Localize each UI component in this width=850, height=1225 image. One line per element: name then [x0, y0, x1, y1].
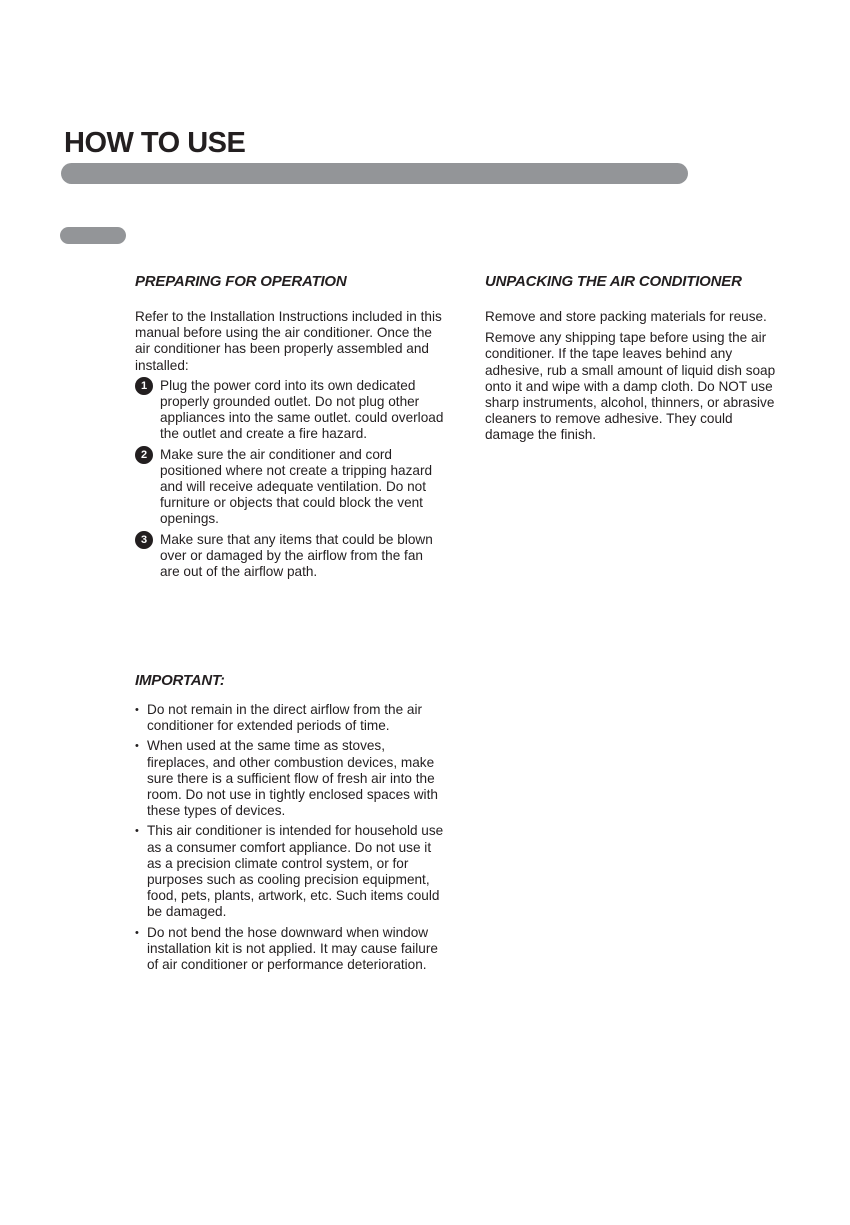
section-tab-pill — [60, 227, 126, 244]
unpacking-heading: UNPACKING THE AIR CONDITIONER — [485, 273, 742, 290]
important-bullet-4: • Do not bend the hose downward when window installation kit is not applied. It may cause failure of air conditioner or performance deterioration. — [135, 925, 445, 974]
preparing-intro: Refer to the Installation Instructions included in this manual before using the air conditioner. Once the air conditioner has been properly assembled and installed: — [135, 309, 442, 373]
important-list — [135, 702, 445, 973]
step-number-badge: 2 — [135, 446, 153, 464]
preparing-section — [135, 272, 445, 584]
step-number-badge: 1 — [135, 377, 153, 395]
title-divider-bar — [61, 163, 688, 184]
step-item-3 — [135, 532, 445, 581]
page-title: HOW TO USE — [64, 127, 246, 159]
preparing-heading: PREPARING FOR OPERATION — [135, 273, 347, 290]
unpacking-paragraph-1: Remove and store packing materials for reuse. — [485, 309, 767, 324]
important-bullet-2: • When used at the same time as stoves, fireplaces, and other combustion devices, make sure there is a sufficient flow of fresh air into the room. Do not use in tightly enclosed spaces with these types of devices. — [135, 738, 445, 819]
important-bullet-3: • This air conditioner is intended for household use as a consumer comfort appliance. Do not use it as a precision climate control system, or for purposes such as cooling precision equipment, food, pets, plants, artwork, etc. Such items could be damaged. — [135, 823, 445, 920]
step-text: Plug the power cord into its own dedicated properly grounded outlet. Do not plug other appliances into the same outlet. could overload the outlet and create a fire hazard. — [160, 377, 444, 442]
important-bullet-1: • Do not remain in the direct airflow from the air conditioner for extended periods of time. — [135, 702, 445, 734]
unpacking-section — [485, 272, 785, 444]
important-section — [135, 671, 445, 977]
step-text: Make sure the air conditioner and cord positioned where not create a tripping hazard and will receive adequate ventilation. Do not furniture or objects that could block the vent openings. — [160, 446, 433, 527]
step-number-badge: 3 — [135, 531, 153, 549]
unpacking-paragraph-2: Remove any shipping tape before using the air conditioner. If the tape leaves behind any adhesive, rub a small amount of liquid dish soap onto it and wipe with a damp cloth. Do NOT use sharp instruments, alcohol, thinners, or abrasive cleaners to remove adhesive. They could damage the finish. — [485, 330, 776, 443]
step-item-2 — [135, 447, 445, 528]
preparing-steps — [135, 378, 445, 580]
step-item-1 — [135, 378, 445, 443]
important-heading: IMPORTANT: — [135, 672, 225, 689]
step-text: Make sure that any items that could be blown over or damaged by the airflow from the fan are out of the airflow path. — [160, 531, 433, 580]
